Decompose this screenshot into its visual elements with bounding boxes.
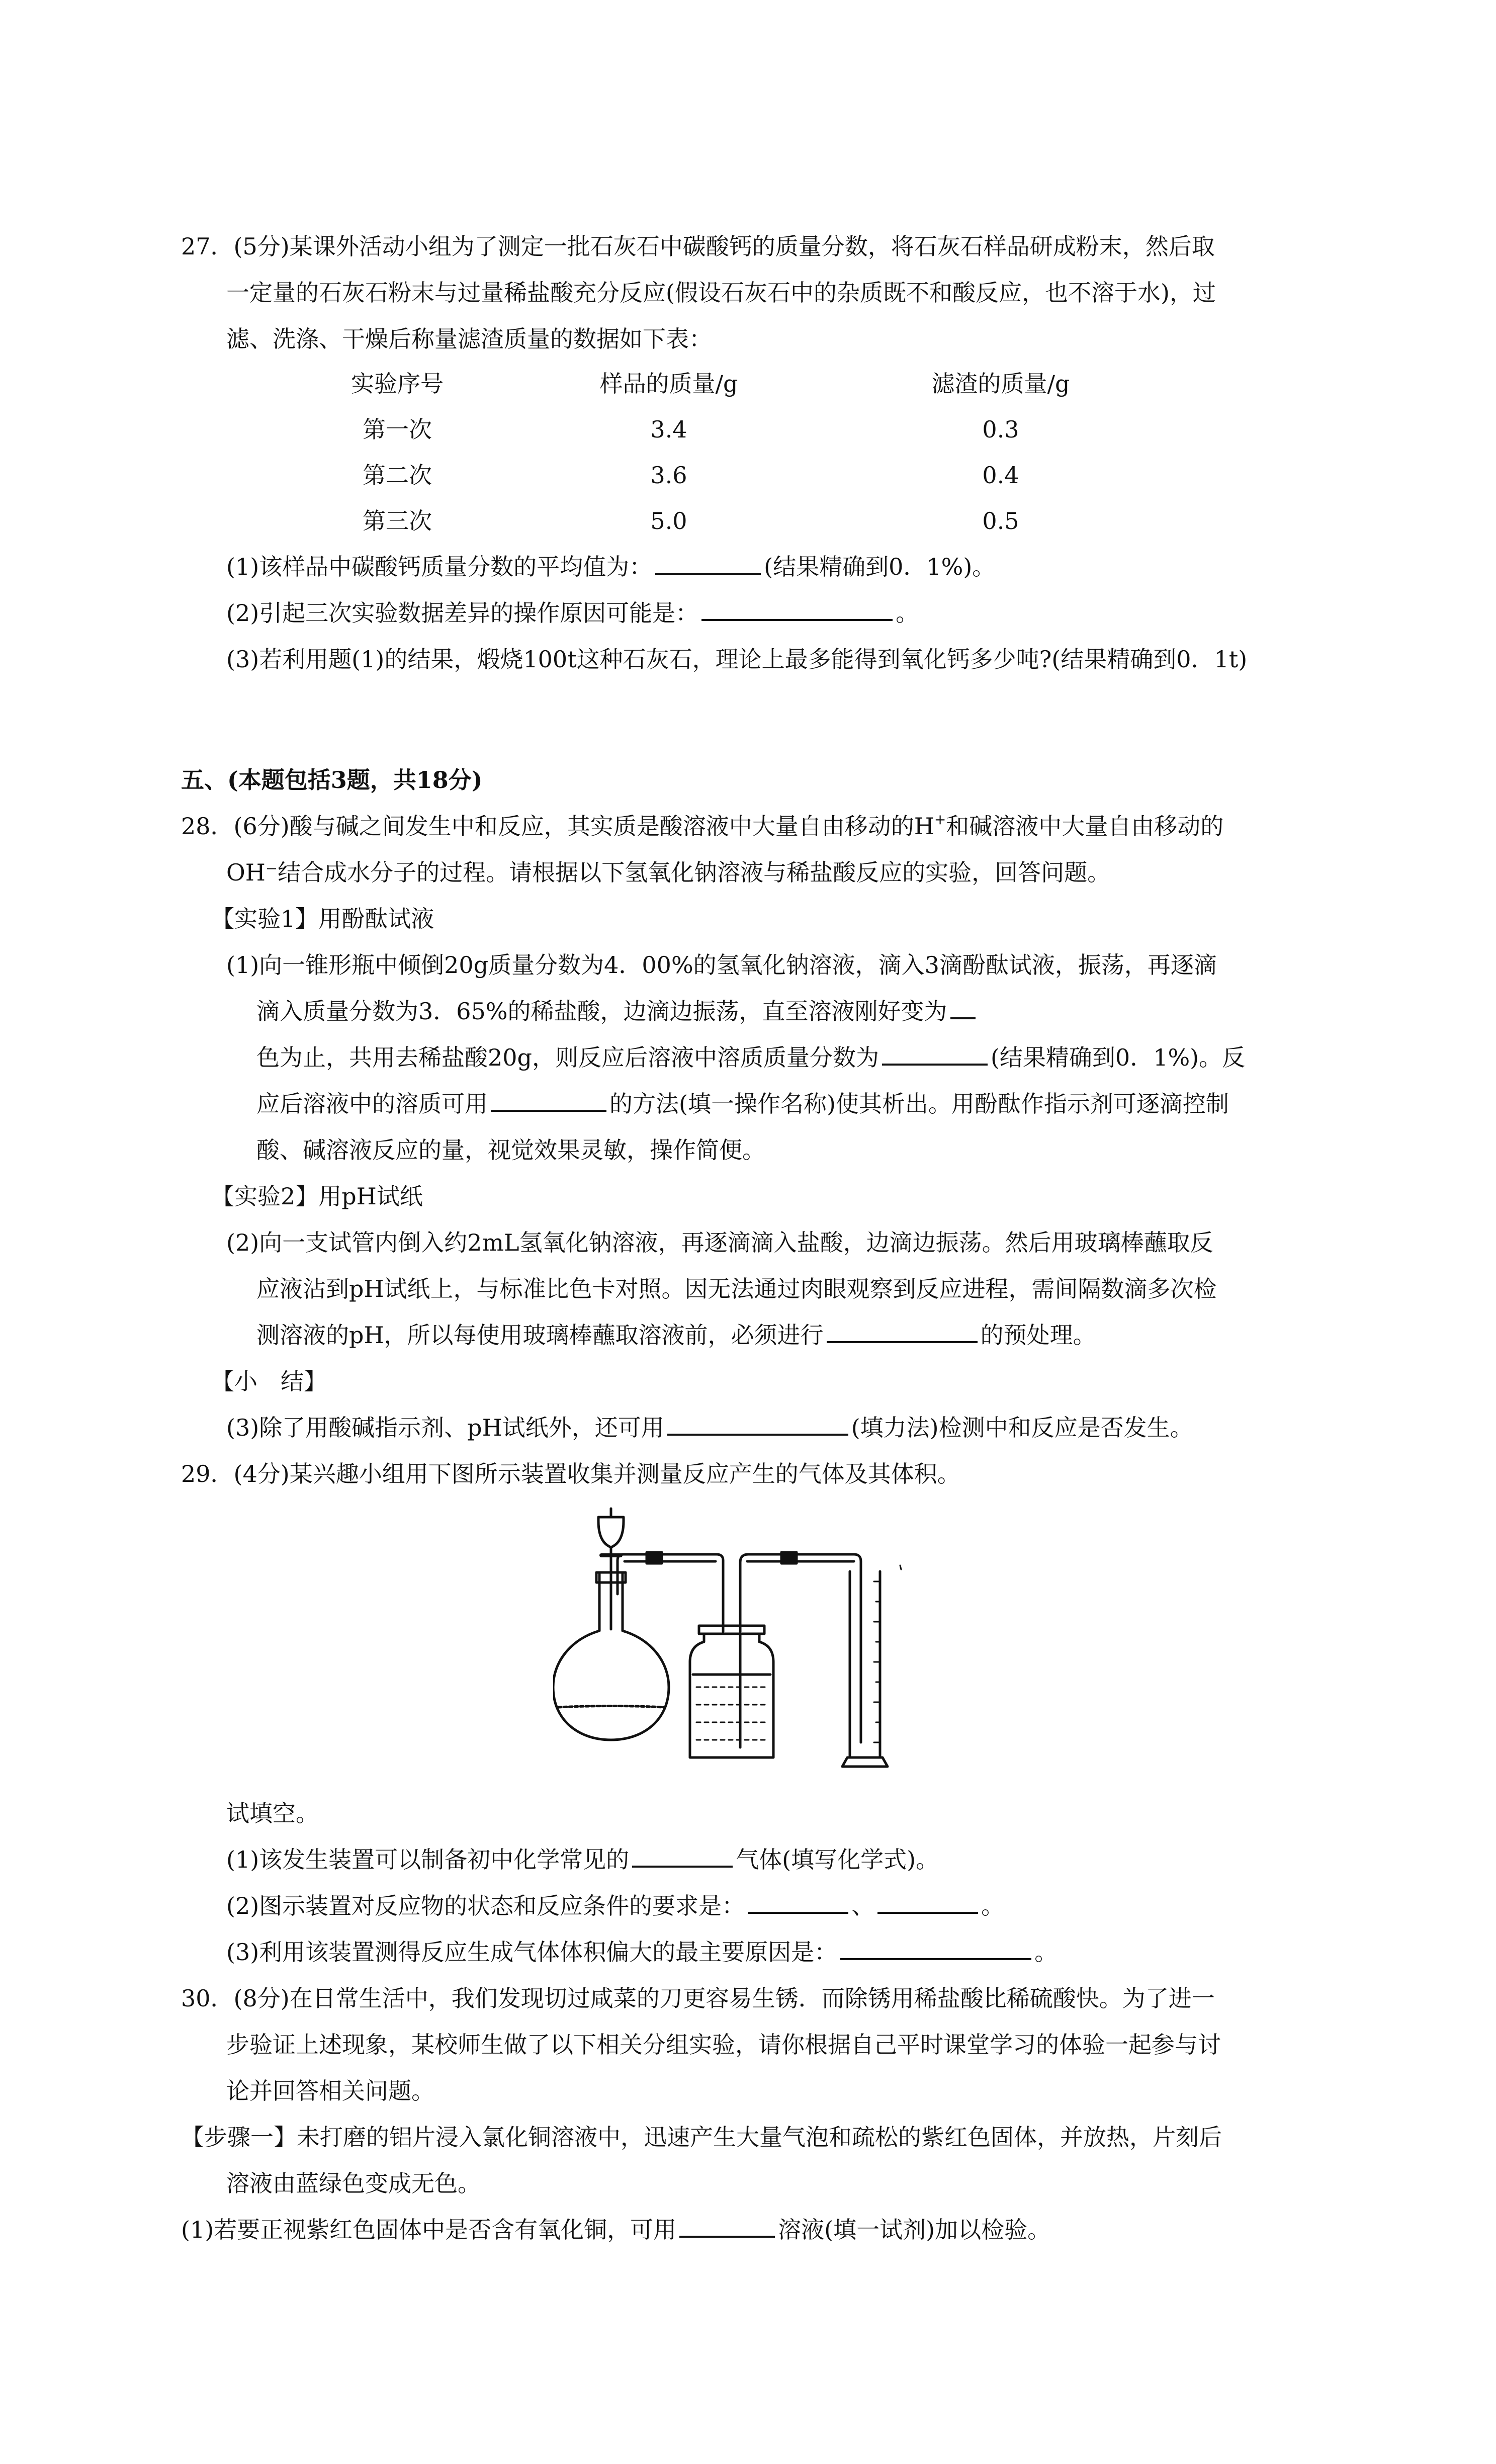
q30-step-1-line-2: 溶液由蓝绿色变成无色。 [226,2170,481,2197]
q28-p3-text: (3)除了用酸碱指示剂、pH试纸外，还可用 [226,1414,664,1441]
q30-line-1: 30．(8分)在日常生活中，我们发现切过咸菜的刀更容易生锈．而除锈用稀盐酸比稀硫酸快。为了进一 [181,1985,1215,2012]
q29-line-1: 29．(4分)某兴趣小组用下图所示装置收集并测量反应产生的气体及其体积。 [181,1460,960,1487]
q28-p1-line-3-text: 色为止，共用去稀盐酸20g，则反应后溶液中溶质质量分数为 [256,1044,879,1071]
q30-sub-1-end: 溶液(填一试剂)加以检验。 [778,2216,1051,2243]
collection-bottle [690,1626,773,1757]
q30-sub-1 [181,2207,1050,2253]
table-cell-residue-mass: 0.3 [982,416,1019,443]
table-cell-residue-mass: 0.4 [982,462,1019,489]
delivery-tube-2 [740,1552,861,1742]
q28-p2-line-1: (2)向一支试管内倒入约2mL氢氧化钠溶液，再逐滴滴入盐酸，边滴边振荡。然后用玻璃棒蘸取反 [226,1229,1213,1256]
q29-sub-1-end: 气体(填写化学式)。 [736,1846,939,1873]
q28-line-2: OH⁻结合成水分子的过程。请根据以下氢氧化钠溶液与稀盐酸反应的实验，回答问题。 [226,859,1111,886]
q28-p1-line-3 [256,1034,1245,1081]
table-cell-residue-mass: 0.5 [982,507,1019,535]
answer-blank[interactable] [679,2211,775,2238]
q29-sub-2 [226,1883,1004,1929]
q29-sub-3 [226,1929,1058,1975]
answer-blank[interactable] [491,1085,606,1112]
q28-experiment-2-heading: 【实验2】用pH试纸 [211,1183,423,1210]
answer-blank[interactable] [950,992,976,1019]
answer-blank[interactable] [655,548,761,575]
answer-blank[interactable] [701,594,893,621]
table-header-trial: 实验序号 [351,370,444,397]
q28-p2-line-2: 应液沾到pH试纸上，与标准比色卡对照。因无法通过肉眼观察到反应进程，需间隔数滴多次检 [256,1275,1217,1302]
q27-sub-2-end: 。 [896,599,919,627]
q29-sub-2-sep: 、 [851,1892,875,1919]
q27-sub-3: (3)若利用题(1)的结果，煅烧100t这种石灰石，理论上最多能得到氧化钙多少吨?(结果精确到0．1t) [226,646,1248,673]
superscript-plus: + [934,811,946,828]
q28-summary-heading: 【小 结】 [211,1368,327,1395]
separatory-funnel [598,1509,624,1629]
q30-step-1-line-1: 【步骤一】未打磨的铝片浸入氯化铜溶液中，迅速产生大量气泡和疏松的紫红色固体，并放热，片刻后 [181,2124,1222,2151]
table-header-residue-mass: 滤渣的质量/g [931,370,1070,397]
q28-p1-line-4 [256,1081,1229,1127]
q29-sub-1-text: (1)该发生装置可以制备初中化学常见的 [226,1846,630,1873]
q29-sub-2-text: (2)图示装置对反应物的状态和反应条件的要求是： [226,1892,745,1919]
q27-line-1: 27．(5分)某课外活动小组为了测定一批石灰石中碳酸钙的质量分数，将石灰石样品研成粉末，然后取 [181,233,1215,260]
q29-sub-2-end: 。 [981,1892,1005,1919]
table-cell-sample-mass: 3.4 [650,416,687,443]
graduated-cylinder [842,1565,901,1767]
q27-sub-1-note: (结果精确到0．1%)。 [764,553,996,580]
q28-p1-line-4-text-end: 的方法(填一操作名称)使其析出。用酚酞作指示剂可逐滴控制 [609,1090,1229,1117]
answer-blank[interactable] [667,1409,848,1436]
q28-p1-line-4-text: 应后溶液中的溶质可用 [256,1090,488,1117]
table-cell-trial: 第二次 [363,462,432,489]
q27-sub-1 [226,544,995,590]
q27-line-2: 一定量的石灰石粉末与过量稀盐酸充分反应(假设石灰石中的杂质既不和酸反应，也不溶于水)，过 [226,279,1216,306]
answer-blank[interactable] [632,1840,733,1868]
q28-p1-line-2-text: 滴入质量分数为3．65%的稀盐酸，边滴边振荡，直至溶液刚好变为 [256,998,947,1025]
q28-p1-line-3-note: (结果精确到0．1%)。反 [990,1044,1246,1071]
q29-fill-instruction: 试填空。 [226,1800,319,1827]
table-cell-sample-mass: 3.6 [650,462,687,489]
q27-sub-2-text: (2)引起三次实验数据差异的操作原因可能是： [226,599,699,627]
q28-p3-end: (填力法)检测中和反应是否发生。 [851,1414,1193,1441]
answer-blank[interactable] [882,1038,988,1066]
answer-blank[interactable] [827,1316,978,1343]
q27-line-3: 滤、洗涤、干燥后称量滤渣质量的数据如下表： [226,325,712,353]
q28-p2-line-3-end: 的预处理。 [980,1322,1096,1349]
table-cell-trial: 第三次 [363,507,432,535]
q28-p2-line-3-text: 测溶液的pH，所以每使用玻璃棒蘸取溶液前，必须进行 [256,1322,824,1349]
section-heading: 五、(本题包括3题，共18分) [181,766,483,794]
q28-line-1-text: 28．(6分)酸与碱之间发生中和反应，其实质是酸溶液中大量自由移动的H [181,813,934,840]
q30-line-3: 论并回答相关问题。 [226,2077,434,2104]
q28-p2-line-3 [256,1312,1096,1358]
table-cell-sample-mass: 5.0 [650,507,687,535]
q28-experiment-1-heading: 【实验1】用酚酞试液 [211,905,434,932]
q29-sub-3-end: 。 [1034,1939,1058,1966]
gas-collection-apparatus-figure [553,1506,955,1778]
q28-p3 [226,1404,1193,1451]
q27-sub-1-text: (1)该样品中碳酸钙质量分数的平均值为： [226,553,653,580]
q28-line-1 [181,803,1223,849]
table-header-sample-mass: 样品的质量/g [599,370,738,397]
table-cell-trial: 第一次 [363,416,432,443]
q28-p1-line-5: 酸、碱溶液反应的量，视觉效果灵敏，操作简便。 [256,1136,765,1164]
q28-p1-line-2 [256,988,979,1034]
q28-line-1-text-end: 和碱溶液中大量自由移动的 [946,813,1224,840]
q27-sub-2 [226,590,919,636]
q29-sub-3-text: (3)利用该装置测得反应生成气体体积偏大的最主要原因是： [226,1939,838,1966]
q29-sub-1 [226,1836,939,1883]
answer-blank[interactable] [748,1887,848,1914]
q30-sub-1-text: (1)若要正视紫红色固体中是否含有氧化铜，可用 [181,2216,677,2243]
delivery-tube-1 [618,1552,723,1632]
q30-line-2: 步验证上述现象，某校师生做了以下相关分组实验，请你根据自己平时课堂学习的体验一起参与讨 [226,2031,1221,2058]
answer-blank[interactable] [840,1933,1031,1960]
q28-p1-line-1: (1)向一锥形瓶中倾倒20g质量分数为4．00%的氢氧化钠溶液，滴入3滴酚酞试液，振荡，再逐滴 [226,951,1217,979]
answer-blank[interactable] [877,1887,978,1914]
